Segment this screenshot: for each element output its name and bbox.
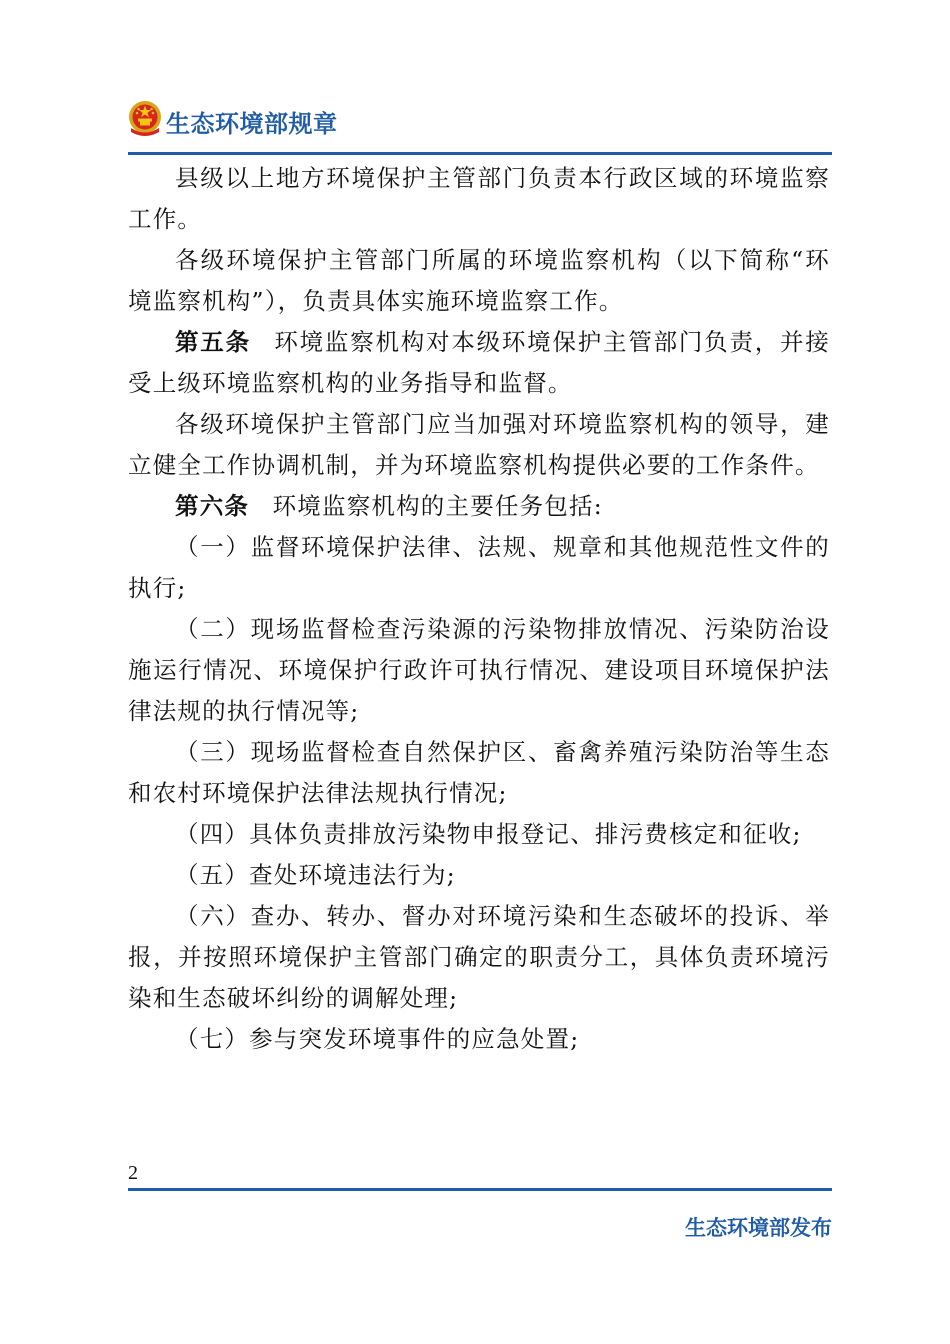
paragraph bbox=[128, 404, 830, 486]
paragraph-text: （二）现场监督检查污染源的污染物排放情况、污染防治设施运行情况、环境保护行政许可执行情况、建设项目环境保护法律法规的执行情况等; bbox=[128, 615, 830, 725]
paragraph-text: 环境监察机构的主要任务包括: bbox=[272, 492, 603, 520]
paragraph bbox=[128, 240, 830, 322]
paragraph bbox=[128, 732, 830, 814]
article-heading: 第六条 bbox=[175, 492, 250, 520]
paragraph-text: （三）现场监督检查自然保护区、畜禽养殖污染防治等生态和农村环境保护法律法规执行情况; bbox=[128, 738, 830, 807]
page-number: 2 bbox=[128, 1162, 138, 1184]
paragraph-text: 各级环境保护主管部门应当加强对环境监察机构的领导，建立健全工作协调机制，并为环境监察机构提供必要的工作条件。 bbox=[128, 410, 830, 479]
footer-divider bbox=[128, 1188, 832, 1191]
document-body bbox=[128, 158, 830, 1060]
paragraph-text: （七）参与突发环境事件的应急处置; bbox=[175, 1025, 580, 1053]
footer-publisher: 生态环境部发布 bbox=[685, 1216, 832, 1240]
paragraph bbox=[128, 527, 830, 609]
paragraph bbox=[128, 1019, 830, 1060]
paragraph-text: （五）查处环境违法行为; bbox=[175, 861, 456, 889]
paragraph bbox=[128, 322, 830, 404]
paragraph bbox=[128, 814, 830, 855]
national-emblem-icon bbox=[128, 100, 162, 136]
page-header bbox=[128, 96, 832, 156]
paragraph-text: （六）查办、转办、督办对环境污染和生态破坏的投诉、举报，并按照环境保护主管部门确定的职责分工，具体负责环境污染和生态破坏纠纷的调解处理; bbox=[128, 902, 830, 1012]
article-heading: 第五条 bbox=[175, 328, 251, 356]
paragraph bbox=[128, 609, 830, 732]
paragraph-text: （四）具体负责排放污染物申报登记、排污费核定和征收; bbox=[175, 820, 802, 848]
paragraph bbox=[128, 855, 830, 896]
paragraph bbox=[128, 158, 830, 240]
paragraph-text: （一）监督环境保护法律、法规、规章和其他规范性文件的执行; bbox=[128, 533, 830, 602]
paragraph bbox=[128, 486, 830, 527]
paragraph bbox=[128, 896, 830, 1019]
header-title: 生态环境部规章 bbox=[166, 110, 338, 138]
paragraph-text: 环境监察机构对本级环境保护主管部门负责，并接受上级环境监察机构的业务指导和监督。 bbox=[128, 328, 830, 397]
header-divider bbox=[128, 152, 832, 155]
paragraph-text: 县级以上地方环境保护主管部门负责本行政区域的环境监察工作。 bbox=[128, 164, 830, 233]
paragraph-text: 各级环境保护主管部门所属的环境监察机构（以下简称“环境监察机构”），负责具体实施环境监察工作。 bbox=[128, 246, 830, 315]
